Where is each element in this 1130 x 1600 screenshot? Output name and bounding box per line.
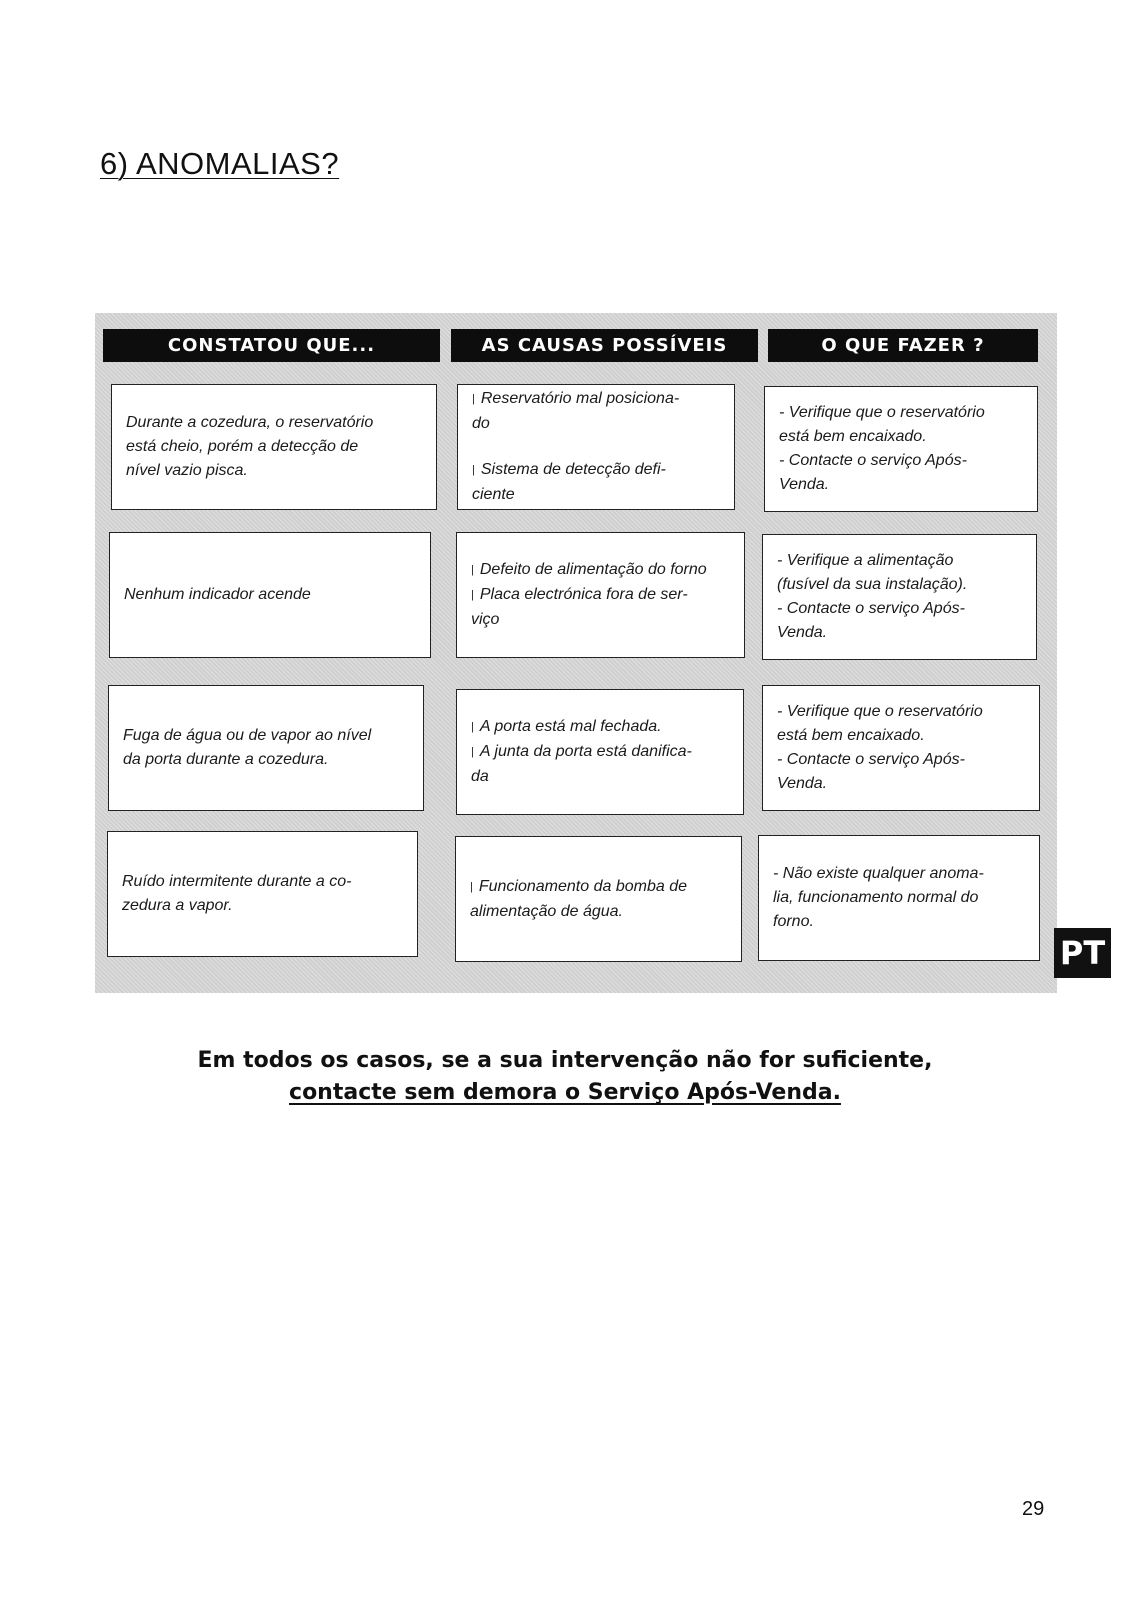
header-causes: AS CAUSAS POSSÍVEIS (451, 329, 758, 362)
row-4-actions: - Não existe qualquer anoma- lia, funcionamento normal do forno. (758, 835, 1040, 961)
page-number: 29 (1022, 1498, 1045, 1520)
footer-note-line-2: contacte sem demora o Serviço Após-Venda. (289, 1080, 841, 1105)
bullet-icon: | (470, 880, 473, 893)
troubleshooting-table (95, 313, 1057, 993)
header-symptom: CONSTATOU QUE... (103, 329, 440, 362)
page-title: 6) ANOMALIAS? (100, 146, 340, 181)
row-3-causes: | A porta está mal fechada. | A junta da porta está danifica- da (456, 689, 744, 815)
bullet-icon: | (472, 393, 475, 405)
bullet-icon: | (472, 464, 475, 476)
bullet-icon: | (471, 589, 474, 601)
row-1-causes: | Reservatório mal posiciona- do | Sistema de detecção defi- ciente (457, 384, 735, 510)
row-1-symptom: Durante a cozedura, o reservatório está cheio, porém a detecção de nível vazio pisca. (111, 384, 437, 510)
row-1-actions: - Verifique que o reservatório está bem encaixado. - Contacte o serviço Após- Venda. (764, 386, 1038, 512)
bullet-icon: | (471, 746, 474, 758)
bullet-icon: | (471, 721, 474, 733)
language-badge: PT (1054, 928, 1111, 978)
row-3-symptom: Fuga de água ou de vapor ao nível da porta durante a cozedura. (108, 685, 424, 811)
row-2-symptom: Nenhum indicador acende (109, 532, 431, 658)
row-2-actions: - Verifique a alimentação (fusível da sua instalação). - Contacte o serviço Após- Venda. (762, 534, 1037, 660)
footer-note-line-1: Em todos os casos, se a sua intervenção não for suficiente, (197, 1048, 933, 1073)
row-4-causes: | Funcionamento da bomba de alimentação de água. (455, 836, 742, 962)
row-4-symptom: Ruído intermitente durante a co- zedura a vapor. (107, 831, 418, 957)
row-2-causes: | Defeito de alimentação do forno | Placa electrónica fora de ser- viço (456, 532, 745, 658)
bullet-icon: | (471, 564, 474, 576)
header-actions: O QUE FAZER ? (768, 329, 1038, 362)
row-3-actions: - Verifique que o reservatório está bem encaixado. - Contacte o serviço Após- Venda. (762, 685, 1040, 811)
